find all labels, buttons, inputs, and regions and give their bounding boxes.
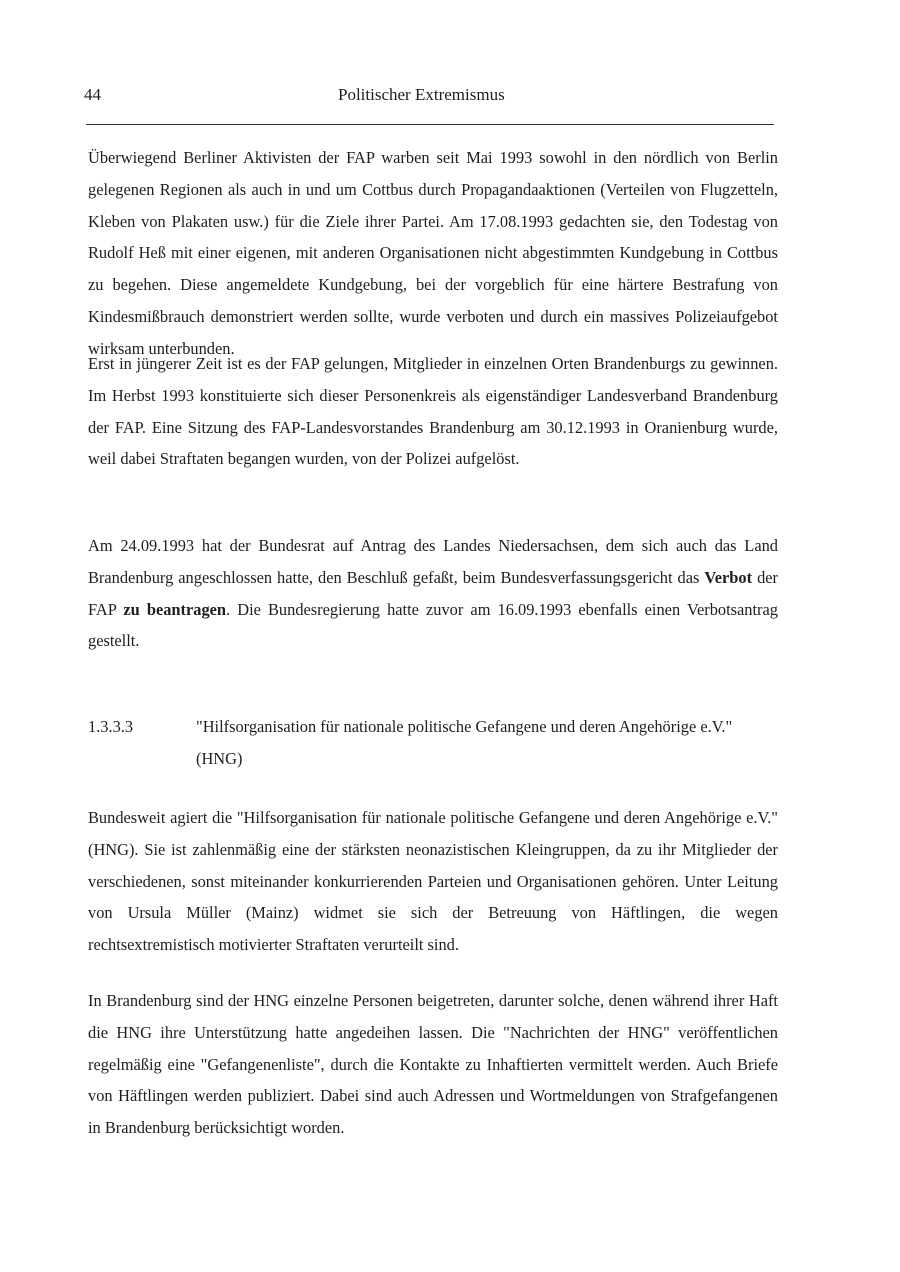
- ban-bold-verbot: Verbot: [704, 567, 753, 587]
- ban-text-1: Am 24.09.1993 hat der Bundesrat auf Antrag des Landes Niedersachsen, dem sich auch das Land Brandenburg angeschlossen hatte, den Beschluß gefaßt, beim Bundesverfassungsgericht das: [88, 536, 778, 587]
- paragraph-fap-ban: [88, 530, 778, 657]
- paragraph-fap-propaganda: Überwiegend Berliner Aktivisten der FAP warben seit Mai 1993 sowohl in den nördlich von Berlin gelegenen Regionen als auch in und um Cottbus durch Propagandaaktionen (Verteilen von Flugzetteln, Kleben von Plakaten usw.) für die Ziele ihrer Partei. Am 17.08.1993 gedachten sie, den Todestag von Rudolf Heß mit einer eigenen, mit anderen Organisationen nicht abgestimmten Kundgebung in Cottbus zu begehen. Diese angemeldete Kundgebung, bei der vorgeblich für eine härtere Bestrafung von Kindesmißbrauch demonstriert werden sollte, wurde verboten und durch ein massives Polizeiaufgebot wirksam unterbunden.: [88, 148, 778, 358]
- ban-text-3: . Die Bundesregierung hatte zuvor am 16.09.1993 ebenfalls einen Verbotsantrag gestellt.: [88, 599, 778, 651]
- page-number: 44: [84, 85, 101, 104]
- section-number: 1.3.3.3: [88, 717, 134, 736]
- ban-text-2: der FAP: [88, 567, 778, 619]
- paragraph-hng-brandenburg: In Brandenburg sind der HNG einzelne Personen beigetreten, darunter solche, denen während ihrer Haft die HNG ihre Unterstützung hatte angedeihen lassen. Die "Nachrichten der HNG" veröffentlichen regelmäßig eine "Gefangenenliste", durch die Kontakte zu Inhaftierten vermittelt werden. Auch Briefe von Häftlingen werden publiziert. Dabei sind auch Adressen und Wortmeldungen von Strafgefangenen in Brandenburg berücksichtigt worden.: [88, 991, 778, 1138]
- paragraph-fap-brandenburg: Erst in jüngerer Zeit ist es der FAP gelungen, Mitglieder in einzelnen Orten Brandenburgs zu gewinnen. Im Herbst 1993 konstituierte sich dieser Personenkreis als eigenständiger Landesverband Brandenburg der FAP. Eine Sitzung des FAP-Landesvorstandes Brandenburg am 30.12.1993 in Oranienburg wurde, weil dabei Straftaten begangen wurden, von der Polizei aufgelöst.: [88, 354, 778, 469]
- paragraph-hng-overview: Bundesweit agiert die "Hilfsorganisation für nationale politische Gefangene und deren Angehörige e.V." (HNG). Sie ist zahlenmäßig eine der stärksten neonazistischen Kleingruppen, da zu ihr Mitglieder der verschiedenen, sonst miteinander konkurrierenden Parteien und Organisationen gehören. Unter Leitung von Ursula Müller (Mainz) widmet sie sich der Betreuung von Häftlingen, die wegen rechtsextremistisch motivierter Straftaten verurteilt sind.: [88, 808, 778, 955]
- header-rule: [86, 124, 774, 125]
- running-title: Politischer Extremismus: [338, 85, 505, 104]
- section-title: "Hilfsorganisation für nationale politische Gefangene und deren Angehörige e.V." (HNG): [196, 717, 733, 768]
- ban-bold-beantragen: zu beantragen: [123, 599, 227, 619]
